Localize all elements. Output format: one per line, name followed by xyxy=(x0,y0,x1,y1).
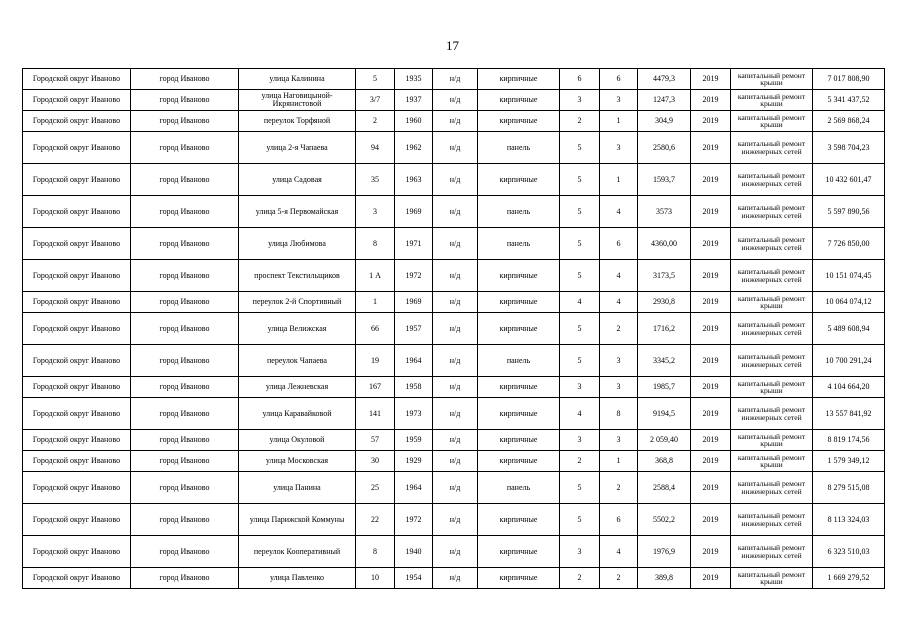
table-row xyxy=(23,69,885,90)
work-type-cell: капитальный ремонт крыши xyxy=(731,90,813,111)
floors-cell: 5 xyxy=(560,472,600,504)
wall-material-cell: панель xyxy=(478,132,560,164)
work-type-cell: капитальный ремонт инженерных сетей xyxy=(731,504,813,536)
house-number-cell: 8 xyxy=(356,228,395,260)
work-type-cell: капитальный ремонт инженерных сетей xyxy=(731,260,813,292)
settlement-cell: город Иваново xyxy=(131,111,239,132)
street-cell: переулок Торфяной xyxy=(239,111,356,132)
reconstruction-year-cell: н/д xyxy=(433,430,478,451)
floors-cell: 4 xyxy=(560,292,600,313)
plan-year-cell: 2019 xyxy=(691,69,731,90)
work-type-cell: капитальный ремонт крыши xyxy=(731,69,813,90)
plan-year-cell: 2019 xyxy=(691,260,731,292)
floors-cell: 3 xyxy=(560,536,600,568)
area-cell: 389,8 xyxy=(638,568,691,589)
municipality-cell: Городской округ Иваново xyxy=(23,132,131,164)
area-cell: 1976,9 xyxy=(638,536,691,568)
table-row xyxy=(23,398,885,430)
settlement-cell: город Иваново xyxy=(131,292,239,313)
municipality-cell: Городской округ Иваново xyxy=(23,313,131,345)
floors-cell: 3 xyxy=(560,90,600,111)
table-row xyxy=(23,292,885,313)
build-year-cell: 1971 xyxy=(395,228,433,260)
table-row xyxy=(23,345,885,377)
area-cell: 1716,2 xyxy=(638,313,691,345)
street-cell: улица Панина xyxy=(239,472,356,504)
wall-material-cell: кирпичные xyxy=(478,430,560,451)
settlement-cell: город Иваново xyxy=(131,345,239,377)
cost-cell: 8 279 515,08 xyxy=(813,472,885,504)
entrances-cell: 1 xyxy=(600,111,638,132)
build-year-cell: 1957 xyxy=(395,313,433,345)
table-body xyxy=(23,69,885,589)
work-type-cell: капитальный ремонт крыши xyxy=(731,451,813,472)
wall-material-cell: кирпичные xyxy=(478,313,560,345)
area-cell: 4360,00 xyxy=(638,228,691,260)
wall-material-cell: кирпичные xyxy=(478,260,560,292)
wall-material-cell: панель xyxy=(478,345,560,377)
wall-material-cell: кирпичные xyxy=(478,90,560,111)
entrances-cell: 3 xyxy=(600,90,638,111)
work-type-cell: капитальный ремонт инженерных сетей xyxy=(731,345,813,377)
build-year-cell: 1960 xyxy=(395,111,433,132)
reconstruction-year-cell: н/д xyxy=(433,472,478,504)
build-year-cell: 1964 xyxy=(395,345,433,377)
cost-cell: 8 819 174,56 xyxy=(813,430,885,451)
build-year-cell: 1963 xyxy=(395,164,433,196)
street-cell: проспект Текстильщиков xyxy=(239,260,356,292)
municipality-cell: Городской округ Иваново xyxy=(23,111,131,132)
plan-year-cell: 2019 xyxy=(691,132,731,164)
municipality-cell: Городской округ Иваново xyxy=(23,260,131,292)
cost-cell: 4 104 664,20 xyxy=(813,377,885,398)
build-year-cell: 1940 xyxy=(395,536,433,568)
build-year-cell: 1929 xyxy=(395,451,433,472)
work-type-cell: капитальный ремонт крыши xyxy=(731,430,813,451)
floors-cell: 5 xyxy=(560,504,600,536)
street-cell: улица Велижская xyxy=(239,313,356,345)
plan-year-cell: 2019 xyxy=(691,377,731,398)
entrances-cell: 8 xyxy=(600,398,638,430)
municipality-cell: Городской округ Иваново xyxy=(23,90,131,111)
municipality-cell: Городской округ Иваново xyxy=(23,196,131,228)
wall-material-cell: кирпичные xyxy=(478,451,560,472)
municipality-cell: Городской округ Иваново xyxy=(23,69,131,90)
plan-year-cell: 2019 xyxy=(691,196,731,228)
house-number-cell: 25 xyxy=(356,472,395,504)
wall-material-cell: кирпичные xyxy=(478,398,560,430)
cost-cell: 2 569 868,24 xyxy=(813,111,885,132)
area-cell: 3573 xyxy=(638,196,691,228)
reconstruction-year-cell: н/д xyxy=(433,132,478,164)
reconstruction-year-cell: н/д xyxy=(433,377,478,398)
cost-cell: 3 598 704,23 xyxy=(813,132,885,164)
reconstruction-year-cell: н/д xyxy=(433,313,478,345)
floors-cell: 3 xyxy=(560,377,600,398)
build-year-cell: 1969 xyxy=(395,196,433,228)
table-row xyxy=(23,228,885,260)
floors-cell: 5 xyxy=(560,313,600,345)
cost-cell: 5 597 890,56 xyxy=(813,196,885,228)
house-number-cell: 35 xyxy=(356,164,395,196)
entrances-cell: 1 xyxy=(600,451,638,472)
table-row xyxy=(23,504,885,536)
house-number-cell: 1 xyxy=(356,292,395,313)
settlement-cell: город Иваново xyxy=(131,430,239,451)
area-cell: 2 059,40 xyxy=(638,430,691,451)
plan-year-cell: 2019 xyxy=(691,451,731,472)
entrances-cell: 4 xyxy=(600,292,638,313)
wall-material-cell: кирпичные xyxy=(478,292,560,313)
work-type-cell: капитальный ремонт инженерных сетей xyxy=(731,536,813,568)
municipality-cell: Городской округ Иваново xyxy=(23,164,131,196)
cost-cell: 1 669 279,52 xyxy=(813,568,885,589)
plan-year-cell: 2019 xyxy=(691,472,731,504)
reconstruction-year-cell: н/д xyxy=(433,292,478,313)
build-year-cell: 1962 xyxy=(395,132,433,164)
area-cell: 304,9 xyxy=(638,111,691,132)
table-row xyxy=(23,377,885,398)
settlement-cell: город Иваново xyxy=(131,398,239,430)
floors-cell: 5 xyxy=(560,228,600,260)
reconstruction-year-cell: н/д xyxy=(433,228,478,260)
wall-material-cell: кирпичные xyxy=(478,504,560,536)
entrances-cell: 3 xyxy=(600,430,638,451)
house-number-cell: 10 xyxy=(356,568,395,589)
house-number-cell: 22 xyxy=(356,504,395,536)
table-row xyxy=(23,313,885,345)
street-cell: переулок Чапаева xyxy=(239,345,356,377)
reconstruction-year-cell: н/д xyxy=(433,69,478,90)
house-number-cell: 2 xyxy=(356,111,395,132)
wall-material-cell: кирпичные xyxy=(478,377,560,398)
reconstruction-year-cell: н/д xyxy=(433,568,478,589)
work-type-cell: капитальный ремонт инженерных сетей xyxy=(731,472,813,504)
build-year-cell: 1937 xyxy=(395,90,433,111)
plan-year-cell: 2019 xyxy=(691,504,731,536)
area-cell: 5502,2 xyxy=(638,504,691,536)
municipality-cell: Городской округ Иваново xyxy=(23,504,131,536)
house-number-cell: 3 xyxy=(356,196,395,228)
wall-material-cell: кирпичные xyxy=(478,164,560,196)
street-cell: улица 2-я Чапаева xyxy=(239,132,356,164)
build-year-cell: 1964 xyxy=(395,472,433,504)
work-type-cell: капитальный ремонт крыши xyxy=(731,292,813,313)
floors-cell: 6 xyxy=(560,69,600,90)
cost-cell: 7 017 808,90 xyxy=(813,69,885,90)
table-row xyxy=(23,430,885,451)
work-type-cell: капитальный ремонт инженерных сетей xyxy=(731,196,813,228)
street-cell: улица 5-я Первомайская xyxy=(239,196,356,228)
cost-cell: 5 489 608,94 xyxy=(813,313,885,345)
house-number-cell: 1 А xyxy=(356,260,395,292)
build-year-cell: 1958 xyxy=(395,377,433,398)
floors-cell: 5 xyxy=(560,164,600,196)
street-cell: переулок Кооперативный xyxy=(239,536,356,568)
settlement-cell: город Иваново xyxy=(131,132,239,164)
street-cell: переулок 2-й Спортивный xyxy=(239,292,356,313)
work-type-cell: капитальный ремонт крыши xyxy=(731,377,813,398)
house-number-cell: 66 xyxy=(356,313,395,345)
area-cell: 368,8 xyxy=(638,451,691,472)
municipality-cell: Городской округ Иваново xyxy=(23,472,131,504)
floors-cell: 2 xyxy=(560,111,600,132)
plan-year-cell: 2019 xyxy=(691,398,731,430)
entrances-cell: 2 xyxy=(600,313,638,345)
reconstruction-year-cell: н/д xyxy=(433,451,478,472)
street-cell: улица Каравайковой xyxy=(239,398,356,430)
area-cell: 1247,3 xyxy=(638,90,691,111)
reconstruction-year-cell: н/д xyxy=(433,111,478,132)
house-number-cell: 30 xyxy=(356,451,395,472)
cost-cell: 6 323 510,03 xyxy=(813,536,885,568)
build-year-cell: 1969 xyxy=(395,292,433,313)
entrances-cell: 4 xyxy=(600,260,638,292)
house-number-cell: 94 xyxy=(356,132,395,164)
street-cell: улица Калинина xyxy=(239,69,356,90)
settlement-cell: город Иваново xyxy=(131,313,239,345)
work-type-cell: капитальный ремонт крыши xyxy=(731,111,813,132)
entrances-cell: 2 xyxy=(600,472,638,504)
settlement-cell: город Иваново xyxy=(131,69,239,90)
area-cell: 3345,2 xyxy=(638,345,691,377)
housing-repair-table xyxy=(22,68,885,589)
street-cell: улица Лежневская xyxy=(239,377,356,398)
floors-cell: 5 xyxy=(560,260,600,292)
build-year-cell: 1935 xyxy=(395,69,433,90)
area-cell: 2580,6 xyxy=(638,132,691,164)
municipality-cell: Городской округ Иваново xyxy=(23,292,131,313)
reconstruction-year-cell: н/д xyxy=(433,196,478,228)
table-row xyxy=(23,111,885,132)
street-cell: улица Окуловой xyxy=(239,430,356,451)
settlement-cell: город Иваново xyxy=(131,568,239,589)
settlement-cell: город Иваново xyxy=(131,536,239,568)
entrances-cell: 2 xyxy=(600,568,638,589)
floors-cell: 4 xyxy=(560,398,600,430)
area-cell: 2588,4 xyxy=(638,472,691,504)
municipality-cell: Городской округ Иваново xyxy=(23,568,131,589)
build-year-cell: 1972 xyxy=(395,260,433,292)
wall-material-cell: кирпичные xyxy=(478,69,560,90)
work-type-cell: капитальный ремонт инженерных сетей xyxy=(731,132,813,164)
table-row xyxy=(23,536,885,568)
reconstruction-year-cell: н/д xyxy=(433,260,478,292)
entrances-cell: 3 xyxy=(600,132,638,164)
wall-material-cell: панель xyxy=(478,472,560,504)
plan-year-cell: 2019 xyxy=(691,430,731,451)
work-type-cell: капитальный ремонт инженерных сетей xyxy=(731,313,813,345)
settlement-cell: город Иваново xyxy=(131,451,239,472)
settlement-cell: город Иваново xyxy=(131,504,239,536)
settlement-cell: город Иваново xyxy=(131,90,239,111)
cost-cell: 10 432 601,47 xyxy=(813,164,885,196)
plan-year-cell: 2019 xyxy=(691,90,731,111)
build-year-cell: 1959 xyxy=(395,430,433,451)
table-row xyxy=(23,132,885,164)
plan-year-cell: 2019 xyxy=(691,228,731,260)
floors-cell: 2 xyxy=(560,568,600,589)
page-number: 17 xyxy=(446,38,459,53)
municipality-cell: Городской округ Иваново xyxy=(23,345,131,377)
house-number-cell: 5 xyxy=(356,69,395,90)
plan-year-cell: 2019 xyxy=(691,313,731,345)
work-type-cell: капитальный ремонт инженерных сетей xyxy=(731,398,813,430)
entrances-cell: 6 xyxy=(600,504,638,536)
floors-cell: 3 xyxy=(560,430,600,451)
cost-cell: 13 557 841,92 xyxy=(813,398,885,430)
municipality-cell: Городской округ Иваново xyxy=(23,536,131,568)
municipality-cell: Городской округ Иваново xyxy=(23,398,131,430)
street-cell: улица Павленко xyxy=(239,568,356,589)
area-cell: 9194,5 xyxy=(638,398,691,430)
build-year-cell: 1973 xyxy=(395,398,433,430)
work-type-cell: капитальный ремонт крыши xyxy=(731,568,813,589)
cost-cell: 5 341 437,52 xyxy=(813,90,885,111)
plan-year-cell: 2019 xyxy=(691,164,731,196)
cost-cell: 1 579 349,12 xyxy=(813,451,885,472)
wall-material-cell: панель xyxy=(478,228,560,260)
settlement-cell: город Иваново xyxy=(131,472,239,504)
settlement-cell: город Иваново xyxy=(131,377,239,398)
house-number-cell: 167 xyxy=(356,377,395,398)
build-year-cell: 1972 xyxy=(395,504,433,536)
cost-cell: 10 700 291,24 xyxy=(813,345,885,377)
table-row xyxy=(23,568,885,589)
reconstruction-year-cell: н/д xyxy=(433,90,478,111)
floors-cell: 5 xyxy=(560,132,600,164)
street-cell: улица Парижской Коммуны xyxy=(239,504,356,536)
house-number-cell: 141 xyxy=(356,398,395,430)
work-type-cell: капитальный ремонт инженерных сетей xyxy=(731,228,813,260)
table-row xyxy=(23,260,885,292)
area-cell: 4479,3 xyxy=(638,69,691,90)
floors-cell: 5 xyxy=(560,196,600,228)
plan-year-cell: 2019 xyxy=(691,568,731,589)
entrances-cell: 4 xyxy=(600,196,638,228)
house-number-cell: 3/7 xyxy=(356,90,395,111)
work-type-cell: капитальный ремонт инженерных сетей xyxy=(731,164,813,196)
cost-cell: 8 113 324,03 xyxy=(813,504,885,536)
entrances-cell: 1 xyxy=(600,164,638,196)
entrances-cell: 6 xyxy=(600,69,638,90)
floors-cell: 5 xyxy=(560,345,600,377)
settlement-cell: город Иваново xyxy=(131,260,239,292)
reconstruction-year-cell: н/д xyxy=(433,345,478,377)
reconstruction-year-cell: н/д xyxy=(433,398,478,430)
reconstruction-year-cell: н/д xyxy=(433,504,478,536)
wall-material-cell: кирпичные xyxy=(478,111,560,132)
area-cell: 2930,8 xyxy=(638,292,691,313)
table-row xyxy=(23,90,885,111)
house-number-cell: 19 xyxy=(356,345,395,377)
cost-cell: 10 151 074,45 xyxy=(813,260,885,292)
street-cell: улица Любимова xyxy=(239,228,356,260)
reconstruction-year-cell: н/д xyxy=(433,536,478,568)
plan-year-cell: 2019 xyxy=(691,345,731,377)
table-row xyxy=(23,196,885,228)
area-cell: 1593,7 xyxy=(638,164,691,196)
municipality-cell: Городской округ Иваново xyxy=(23,228,131,260)
wall-material-cell: кирпичные xyxy=(478,536,560,568)
reconstruction-year-cell: н/д xyxy=(433,164,478,196)
street-cell: улица Садовая xyxy=(239,164,356,196)
street-cell: улица Московская xyxy=(239,451,356,472)
floors-cell: 2 xyxy=(560,451,600,472)
cost-cell: 10 064 074,12 xyxy=(813,292,885,313)
entrances-cell: 6 xyxy=(600,228,638,260)
table-row xyxy=(23,451,885,472)
table-row xyxy=(23,164,885,196)
settlement-cell: город Иваново xyxy=(131,196,239,228)
entrances-cell: 3 xyxy=(600,377,638,398)
area-cell: 3173,5 xyxy=(638,260,691,292)
house-number-cell: 57 xyxy=(356,430,395,451)
area-cell: 1985,7 xyxy=(638,377,691,398)
municipality-cell: Городской округ Иваново xyxy=(23,451,131,472)
municipality-cell: Городской округ Иваново xyxy=(23,377,131,398)
plan-year-cell: 2019 xyxy=(691,111,731,132)
house-number-cell: 8 xyxy=(356,536,395,568)
wall-material-cell: панель xyxy=(478,196,560,228)
entrances-cell: 3 xyxy=(600,345,638,377)
build-year-cell: 1954 xyxy=(395,568,433,589)
plan-year-cell: 2019 xyxy=(691,536,731,568)
cost-cell: 7 726 850,00 xyxy=(813,228,885,260)
municipality-cell: Городской округ Иваново xyxy=(23,430,131,451)
settlement-cell: город Иваново xyxy=(131,164,239,196)
entrances-cell: 4 xyxy=(600,536,638,568)
settlement-cell: город Иваново xyxy=(131,228,239,260)
street-cell: улица Наговицыной-Икрянистовой xyxy=(239,90,356,111)
wall-material-cell: кирпичные xyxy=(478,568,560,589)
plan-year-cell: 2019 xyxy=(691,292,731,313)
table-row xyxy=(23,472,885,504)
